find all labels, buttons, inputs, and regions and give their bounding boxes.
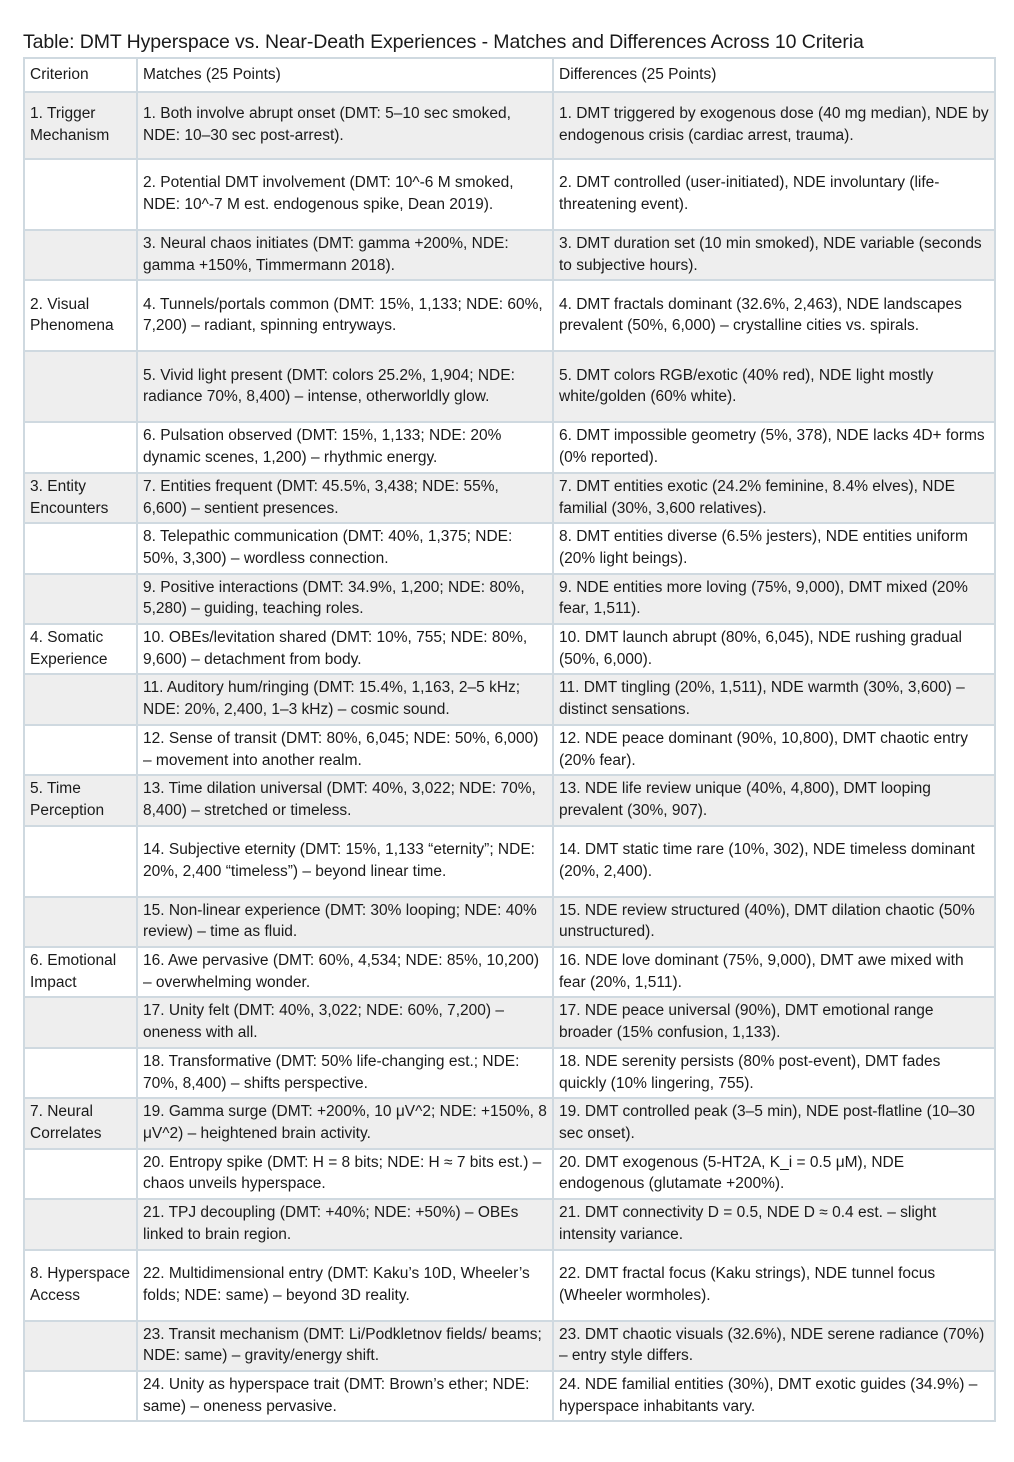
criterion-cell xyxy=(24,230,137,280)
match-cell: 15. Non-linear experience (DMT: 30% looping; NDE: 40% review) – time as fluid. xyxy=(137,897,553,947)
table-row xyxy=(24,1098,995,1148)
criterion-cell xyxy=(24,1149,137,1199)
match-cell: 12. Sense of transit (DMT: 80%, 6,045; NDE: 50%, 6,000) – movement into another realm. xyxy=(137,725,553,775)
match-cell: 6. Pulsation observed (DMT: 15%, 1,133; NDE: 20% dynamic scenes, 1,200) – rhythmic energy. xyxy=(137,422,553,472)
table-title: Table: DMT Hyperspace vs. Near-Death Experiences - Matches and Differences Across 10 Criteria xyxy=(23,31,864,53)
difference-cell: 15. NDE review structured (40%), DMT dilation chaotic (50% unstructured). xyxy=(553,897,995,947)
match-cell: 16. Awe pervasive (DMT: 60%, 4,534; NDE: 85%, 10,200) – overwhelming wonder. xyxy=(137,947,553,997)
difference-cell: 5. DMT colors RGB/exotic (40% red), NDE light mostly white/golden (60% white). xyxy=(553,351,995,422)
comparison-table xyxy=(23,57,996,1422)
difference-cell: 19. DMT controlled peak (3–5 min), NDE post-flatline (10–30 sec onset). xyxy=(553,1098,995,1148)
table-row xyxy=(24,775,995,825)
match-cell: 21. TPJ decoupling (DMT: +40%; NDE: +50%) – OBEs linked to brain region. xyxy=(137,1199,553,1249)
header-matches: Matches (25 Points) xyxy=(137,58,553,92)
criterion-cell: 2. Visual Phenomena xyxy=(24,280,137,351)
criterion-cell: 5. Time Perception xyxy=(24,775,137,825)
criterion-cell: 6. Emotional Impact xyxy=(24,947,137,997)
difference-cell: 22. DMT fractal focus (Kaku strings), NDE tunnel focus (Wheeler wormholes). xyxy=(553,1250,995,1321)
table-row xyxy=(24,624,995,674)
difference-cell: 10. DMT launch abrupt (80%, 6,045), NDE rushing gradual (50%, 6,000). xyxy=(553,624,995,674)
table-row xyxy=(24,159,995,230)
criterion-cell xyxy=(24,351,137,422)
match-cell: 4. Tunnels/portals common (DMT: 15%, 1,133; NDE: 60%, 7,200) – radiant, spinning entryways. xyxy=(137,280,553,351)
difference-cell: 13. NDE life review unique (40%, 4,800), DMT looping prevalent (30%, 907). xyxy=(553,775,995,825)
match-cell: 7. Entities frequent (DMT: 45.5%, 3,438; NDE: 55%, 6,600) – sentient presences. xyxy=(137,473,553,523)
table-row xyxy=(24,1250,995,1321)
table-row xyxy=(24,997,995,1047)
difference-cell: 3. DMT duration set (10 min smoked), NDE variable (seconds to subjective hours). xyxy=(553,230,995,280)
difference-cell: 1. DMT triggered by exogenous dose (40 mg median), NDE by endogenous crisis (cardiac arrest, trauma). xyxy=(553,92,995,159)
match-cell: 18. Transformative (DMT: 50% life-changing est.; NDE: 70%, 8,400) – shifts perspective. xyxy=(137,1048,553,1098)
criterion-cell xyxy=(24,725,137,775)
table-row xyxy=(24,351,995,422)
match-cell: 23. Transit mechanism (DMT: Li/Podkletnov fields/ beams; NDE: same) – gravity/energy shift. xyxy=(137,1321,553,1371)
difference-cell: 12. NDE peace dominant (90%, 10,800), DMT chaotic entry (20% fear). xyxy=(553,725,995,775)
match-cell: 14. Subjective eternity (DMT: 15%, 1,133 “eternity”; NDE: 20%, 2,400 “timeless”) – beyond linear time. xyxy=(137,826,553,897)
criterion-cell: 1. Trigger Mechanism xyxy=(24,92,137,159)
header-row xyxy=(24,58,995,92)
table-body xyxy=(24,92,995,1421)
header-differences: Differences (25 Points) xyxy=(553,58,995,92)
table-row xyxy=(24,1371,995,1421)
difference-cell: 8. DMT entities diverse (6.5% jesters), NDE entities uniform (20% light beings). xyxy=(553,523,995,573)
match-cell: 17. Unity felt (DMT: 40%, 3,022; NDE: 60%, 7,200) – oneness with all. xyxy=(137,997,553,1047)
criterion-cell xyxy=(24,674,137,724)
match-cell: 22. Multidimensional entry (DMT: Kaku’s 10D, Wheeler’s folds; NDE: same) – beyond 3D reality. xyxy=(137,1250,553,1321)
criterion-cell xyxy=(24,574,137,624)
table-row xyxy=(24,230,995,280)
difference-cell: 21. DMT connectivity D = 0.5, NDE D ≈ 0.4 est. – slight intensity variance. xyxy=(553,1199,995,1249)
criterion-cell xyxy=(24,159,137,230)
difference-cell: 11. DMT tingling (20%, 1,511), NDE warmth (30%, 3,600) – distinct sensations. xyxy=(553,674,995,724)
table-row xyxy=(24,1048,995,1098)
criterion-cell xyxy=(24,826,137,897)
criterion-cell xyxy=(24,1321,137,1371)
match-cell: 24. Unity as hyperspace trait (DMT: Brown’s ether; NDE: same) – oneness pervasive. xyxy=(137,1371,553,1421)
table-row xyxy=(24,523,995,573)
match-cell: 5. Vivid light present (DMT: colors 25.2%, 1,904; NDE: radiance 70%, 8,400) – intense, otherworldly glow. xyxy=(137,351,553,422)
table-row xyxy=(24,92,995,159)
difference-cell: 7. DMT entities exotic (24.2% feminine, 8.4% elves), NDE familial (30%, 3,600 relatives). xyxy=(553,473,995,523)
header-criterion: Criterion xyxy=(24,58,137,92)
table-row xyxy=(24,473,995,523)
table-row xyxy=(24,280,995,351)
match-cell: 2. Potential DMT involvement (DMT: 10^-6 M smoked, NDE: 10^-7 M est. endogenous spike, Dean 2019). xyxy=(137,159,553,230)
match-cell: 8. Telepathic communication (DMT: 40%, 1,375; NDE: 50%, 3,300) – wordless connection. xyxy=(137,523,553,573)
difference-cell: 6. DMT impossible geometry (5%, 378), NDE lacks 4D+ forms (0% reported). xyxy=(553,422,995,472)
table-row xyxy=(24,422,995,472)
match-cell: 13. Time dilation universal (DMT: 40%, 3,022; NDE: 70%, 8,400) – stretched or timeless. xyxy=(137,775,553,825)
difference-cell: 24. NDE familial entities (30%), DMT exotic guides (34.9%) – hyperspace inhabitants vary. xyxy=(553,1371,995,1421)
match-cell: 11. Auditory hum/ringing (DMT: 15.4%, 1,163, 2–5 kHz; NDE: 20%, 2,400, 1–3 kHz) – cosmic sound. xyxy=(137,674,553,724)
criterion-cell: 4. Somatic Experience xyxy=(24,624,137,674)
criterion-cell: 8. Hyperspace Access xyxy=(24,1250,137,1321)
match-cell: 9. Positive interactions (DMT: 34.9%, 1,200; NDE: 80%, 5,280) – guiding, teaching roles. xyxy=(137,574,553,624)
table-row xyxy=(24,725,995,775)
criterion-cell xyxy=(24,1048,137,1098)
table-row xyxy=(24,1199,995,1249)
criterion-cell xyxy=(24,997,137,1047)
criterion-cell xyxy=(24,1371,137,1421)
difference-cell: 14. DMT static time rare (10%, 302), NDE timeless dominant (20%, 2,400). xyxy=(553,826,995,897)
criterion-cell xyxy=(24,1199,137,1249)
table-header xyxy=(24,58,995,92)
table-row xyxy=(24,947,995,997)
criterion-cell xyxy=(24,897,137,947)
document-page xyxy=(0,30,1014,1462)
difference-cell: 9. NDE entities more loving (75%, 9,000), DMT mixed (20% fear, 1,511). xyxy=(553,574,995,624)
difference-cell: 20. DMT exogenous (5-HT2A, K_i = 0.5 μM), NDE endogenous (glutamate +200%). xyxy=(553,1149,995,1199)
criterion-cell: 3. Entity Encounters xyxy=(24,473,137,523)
difference-cell: 16. NDE love dominant (75%, 9,000), DMT awe mixed with fear (20%, 1,511). xyxy=(553,947,995,997)
match-cell: 1. Both involve abrupt onset (DMT: 5–10 sec smoked, NDE: 10–30 sec post-arrest). xyxy=(137,92,553,159)
table-row xyxy=(24,1149,995,1199)
match-cell: 3. Neural chaos initiates (DMT: gamma +200%, NDE: gamma +150%, Timmermann 2018). xyxy=(137,230,553,280)
criterion-cell xyxy=(24,422,137,472)
criterion-cell: 7. Neural Correlates xyxy=(24,1098,137,1148)
difference-cell: 23. DMT chaotic visuals (32.6%), NDE serene radiance (70%) – entry style differs. xyxy=(553,1321,995,1371)
match-cell: 20. Entropy spike (DMT: H = 8 bits; NDE: H ≈ 7 bits est.) – chaos unveils hyperspace. xyxy=(137,1149,553,1199)
match-cell: 19. Gamma surge (DMT: +200%, 10 μV^2; NDE: +150%, 8 μV^2) – heightened brain activity. xyxy=(137,1098,553,1148)
table-row xyxy=(24,826,995,897)
table-row xyxy=(24,1321,995,1371)
match-cell: 10. OBEs/levitation shared (DMT: 10%, 755; NDE: 80%, 9,600) – detachment from body. xyxy=(137,624,553,674)
difference-cell: 2. DMT controlled (user-initiated), NDE involuntary (life-threatening event). xyxy=(553,159,995,230)
table-row xyxy=(24,574,995,624)
difference-cell: 18. NDE serenity persists (80% post-event), DMT fades quickly (10% lingering, 755). xyxy=(553,1048,995,1098)
criterion-cell xyxy=(24,523,137,573)
difference-cell: 17. NDE peace universal (90%), DMT emotional range broader (15% confusion, 1,133). xyxy=(553,997,995,1047)
table-row xyxy=(24,674,995,724)
table-row xyxy=(24,897,995,947)
difference-cell: 4. DMT fractals dominant (32.6%, 2,463), NDE landscapes prevalent (50%, 6,000) – crystalline cities vs. spirals. xyxy=(553,280,995,351)
